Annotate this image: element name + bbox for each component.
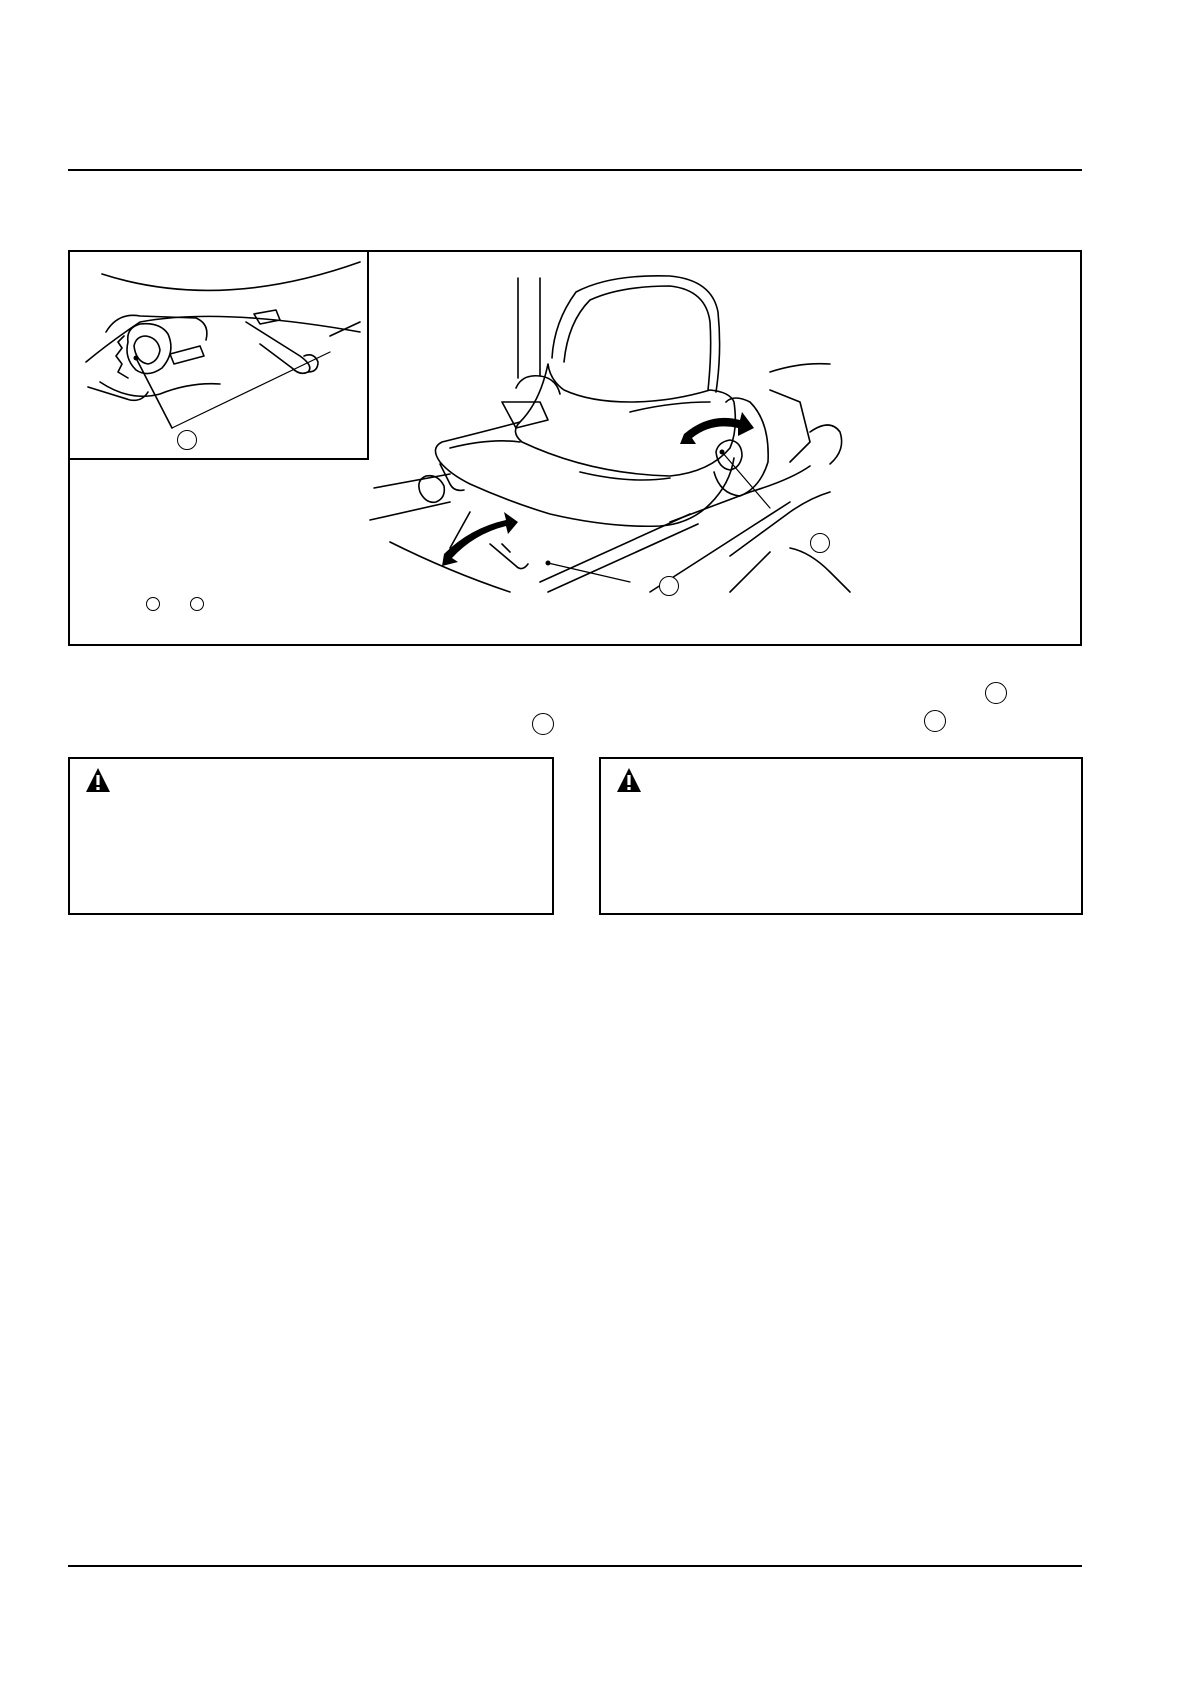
- footer-rule: [68, 1565, 1082, 1567]
- header-rule: [68, 169, 1082, 171]
- inline-callout-circle: [532, 713, 554, 735]
- callout-circle: [810, 533, 830, 553]
- seat-adjustment-figure: [68, 250, 1082, 646]
- warning-triangle-icon: [615, 766, 643, 794]
- warning-triangle-icon: [84, 766, 112, 794]
- warning-box: [599, 757, 1083, 915]
- callout-circle: [659, 576, 679, 596]
- inline-callout-circle: [985, 682, 1007, 704]
- legend-callout-circle: [146, 597, 160, 611]
- callout-circle: [177, 430, 197, 450]
- knob-detail-inset: [70, 252, 369, 460]
- inline-callout-circle: [924, 710, 946, 732]
- legend-callout-circle: [190, 597, 204, 611]
- warning-box: [68, 757, 554, 915]
